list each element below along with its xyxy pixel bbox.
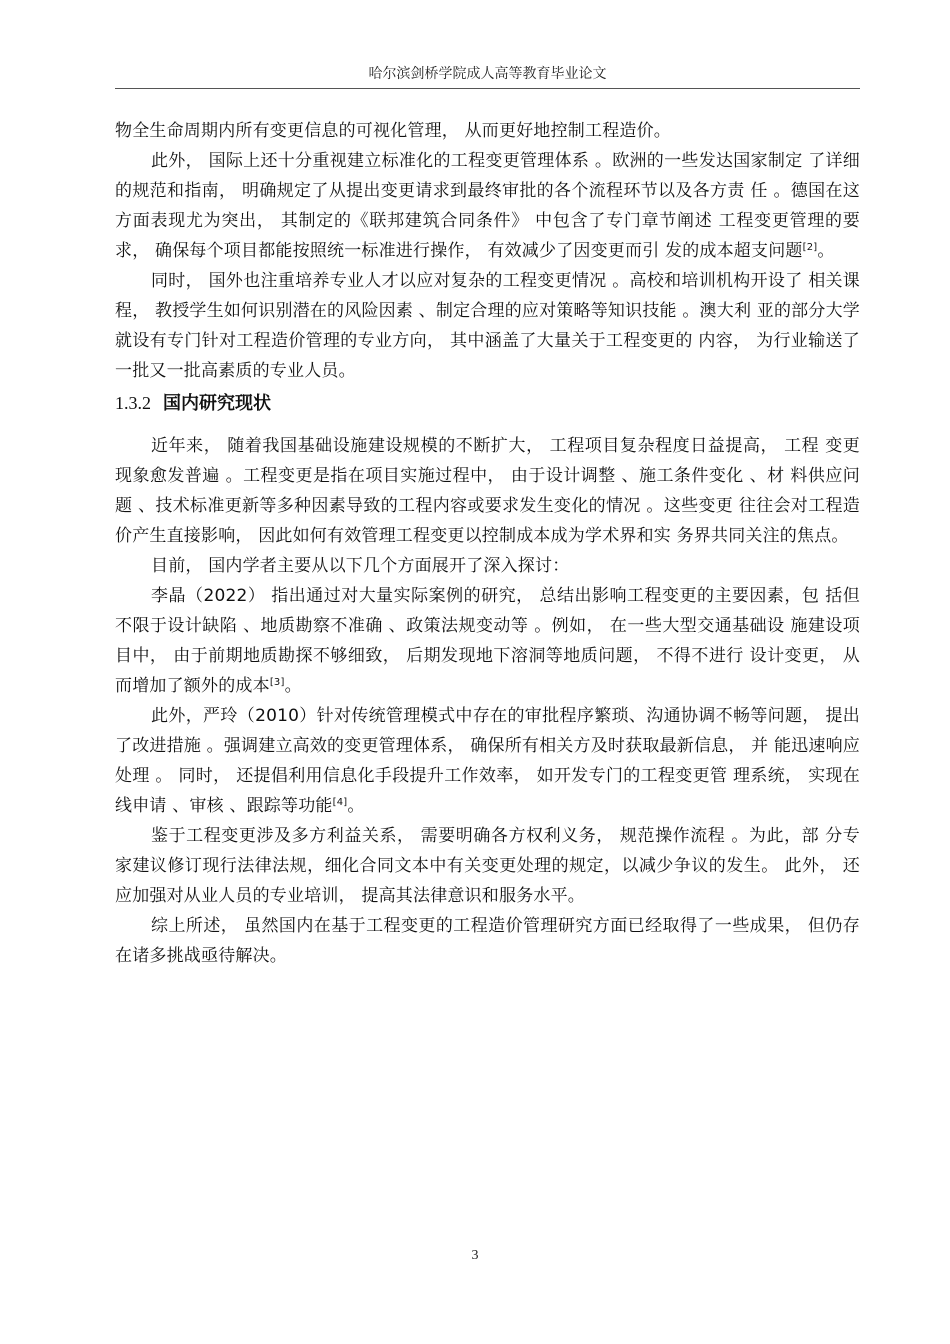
section-number: 1.3.2	[115, 393, 151, 413]
paragraph-text: 李晶（2022） 指出通过对大量实际案例的研究， 总结出影响工程变更的主要因素，包 括但不限于设计缺陷 、地质勘察不准确 、政策法规变动等 。例如， 在一些大型交通基础设 施建设项目中， 由于前期地质勘探不够细致， 后期发现地下溶洞等地质问题， 不得不进行 设计变更， 从而增加了额外的成本	[115, 586, 860, 696]
paragraph-text: 此外， 国际上还十分重视建立标准化的工程变更管理体系 。欧洲的一些发达国家制定 了详细的规范和指南， 明确规定了从提出变更请求到最终审批的各个流程环节以及各方责 任 。德国在这方面表现尤为突出， 其制定的《联邦建筑合同条件》 中包含了专门章节阐述 工程变更管理的要求， 确保每个项目都能按照统一标准进行操作， 有效减少了因变更而引 发的成本超支问题	[115, 151, 860, 261]
paragraph-standardization	[115, 146, 860, 266]
paragraph-lijing	[115, 581, 860, 701]
page-number: 3	[471, 1248, 479, 1263]
paragraph-background: 近年来， 随着我国基础设施建设规模的不断扩大， 工程项目复杂程度日益提高， 工程 变更现象愈发普遍 。工程变更是指在项目实施过程中， 由于设计调整 、施工条件变化 、材 料供应问题 、技术标准更新等多种因素导致的工程内容或要求发生变化的情况 。这些变更 往往会对工程造价产生直接影响， 因此如何有效管理工程变更以控制成本成为学术界和实 务界共同关注的焦点。	[115, 436, 860, 546]
citation-ref: [2]	[802, 242, 818, 253]
paragraph-yanling	[115, 701, 860, 821]
paragraph-legal: 鉴于工程变更涉及多方利益关系， 需要明确各方权利义务， 规范操作流程 。为此，部 分专家建议修订现行法律法规，细化合同文本中有关变更处理的规定，以减少争议的发生。 此外， 还应加强对从业人员的专业培训， 提高其法律意识和服务水平。	[115, 826, 860, 906]
paragraph-text: 此外，严玲（2010）针对传统管理模式中存在的审批程序繁琐、沟通协调不畅等问题， 提出了改进措施 。强调建立高效的变更管理体系， 确保所有相关方及时获取最新信息， 并 能迅速响应处理 。 同时， 还提倡利用信息化手段提升工作效率， 如开发专门的工程变更管 理系统， 实现在线申请 、审核 、跟踪等功能	[115, 706, 860, 816]
document-body	[115, 116, 860, 971]
paragraph-intro: 目前， 国内学者主要从以下几个方面展开了深入探讨：	[151, 556, 570, 576]
paragraph-talent: 同时， 国外也注重培养专业人才以应对复杂的工程变更情况 。高校和培训机构开设了 相关课程， 教授学生如何识别潜在的风险因素 、制定合理的应对策略等知识技能 。澳大利 亚的部分大学就设有专门针对工程造价管理的专业方向， 其中涵盖了大量关于工程变更的 内容， 为行业输送了一批又一批高素质的专业人员。	[115, 271, 860, 381]
page-header: 哈尔滨剑桥学院成人高等教育毕业论文	[368, 66, 607, 82]
section-title: 国内研究现状	[163, 393, 271, 414]
paragraph-summary: 综上所述， 虽然国内在基于工程变更的工程造价管理研究方面已经取得了一些成果， 但仍存在诸多挑战亟待解决。	[115, 916, 860, 966]
paragraph-continuation: 物全生命周期内所有变更信息的可视化管理， 从而更好地控制工程造价。	[115, 121, 672, 141]
paragraph-end: 。	[284, 676, 302, 696]
citation-ref: [4]	[332, 797, 348, 808]
citation-ref: [3]	[269, 677, 285, 688]
paragraph-end: 。	[817, 241, 835, 261]
section-heading	[115, 388, 860, 419]
paragraph-end: 。	[347, 796, 365, 816]
header-divider	[115, 88, 860, 89]
